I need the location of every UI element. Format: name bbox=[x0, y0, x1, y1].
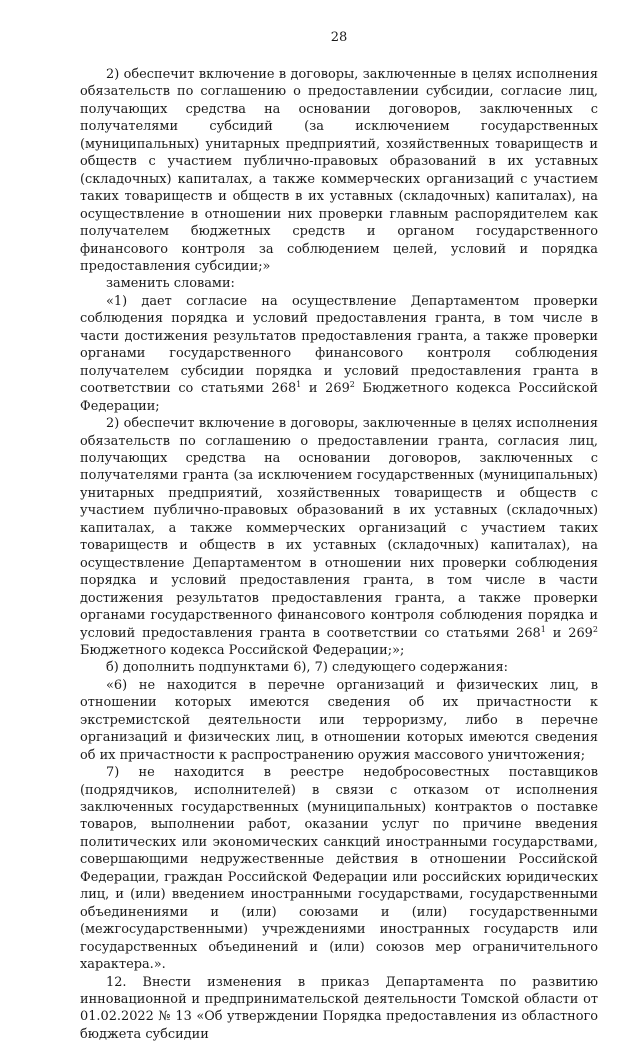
paragraph-replace-with: заменить словами: bbox=[106, 276, 235, 292]
article-superscript: 1 bbox=[540, 624, 546, 634]
paragraph-clause-2-new: 2) обеспечит включение в договоры, заключенные в целях исполнения обязательств по соглашению о предоставлении гранта, согласия лиц, получающих средства на основании договоров, заключенных с получателями гранта (за исключением государственных (муниципальных) унитарных предприятий, хозяйственных товариществ и обществ с участием публично-правовых образований в их уставных (складочных) капиталах, а также коммерческих организаций с участием таких товариществ и обществ в их уставных (складочных) капиталах), на осуществление Департаментом в отношении них проверки соблюдения порядка и условий предоставления гранта, в том числе в части достижения результатов предоставления гранта, а также проверки органами государственного финансового контроля соблюдения порядка и условий предоставления гранта в соответствии со статьями $268^1$ и $269^2$ Бюджетного кодекса Российской Федерации;»; bbox=[80, 416, 598, 658]
article-superscript: 1 bbox=[296, 380, 302, 390]
article-superscript: 2 bbox=[349, 380, 355, 390]
paragraph-subitem-b: б) дополнить подпунктами 6), 7) следующего содержания: bbox=[106, 660, 508, 676]
page-number: 28 bbox=[330, 30, 348, 45]
paragraph-clause-2-old: 2) обеспечит включение в договоры, заключенные в целях исполнения обязательств по соглашению о предоставлении субсидии, согласие лиц, получающих средства на основании договоров, заключенных с получателями субсидий (за исключением государственных (муниципальных) унитарных предприятий, хозяйственных товариществ и обществ с участием публично-правовых образований в их уставных (складочных) капиталах, а также коммерческих организаций с участием таких товариществ и обществ в их уставных (складочных) капиталах), на осуществление в отношении них проверки главным распорядителем как получателем бюджетных средств и органом государственного финансового контроля за соблюдением целей, условий и порядка предоставления субсидии;» bbox=[80, 67, 598, 274]
paragraph-clause-7: 7) не находится в реестре недобросовестных поставщиков (подрядчиков, исполнителей) в связи с отказом от исполнения заключенных государственных (муниципальных) контрактов о поставке товаров, выполнении работ, оказании услуг по причине введения политических или экономических санкций иностранными государствами, совершающими недружественные действия в отношении Российской Федерации, граждан Российской Федерации или российских юридических лиц, и (или) введением иностранными государствами, государственными объединениями и (или) союзами и (или) государственными (межгосударственными) учреждениями иностранных государств или государственных объединений и (или) союзов мер ограничительного характера.». bbox=[80, 765, 598, 973]
paragraph-clause-1-new: «1) дает согласие на осуществление Департаментом проверки соблюдения порядка и условий предоставления гранта, в том числе в части достижения результатов предоставления гранта, а также проверки органами государственного финансового контроля соблюдения получателем субсидии порядка и условий предоставления гранта в соответствии со статьями $268^1$ и $269^2$ Бюджетного кодекса Российской Федерации; bbox=[80, 293, 598, 414]
paragraph-item-12: 12. Внести изменения в приказ Департамента по развитию инновационной и предпринимательской деятельности Томской области от 01.02.2022 № 13 «Об утверждении Порядка предоставления из областного бюджета субсидии bbox=[80, 974, 598, 1042]
article-superscript: 2 bbox=[592, 624, 598, 634]
paragraph-clause-6: «6) не находится в перечне организаций и физических лиц, в отношении которых имеются сведения об их причастности к экстремистской деятельности или терроризму, либо в перечне организаций и физических лиц, в отношении которых имеются сведения об их причастности к распространению оружия массового уничтожения; bbox=[80, 677, 598, 763]
document-body bbox=[80, 66, 598, 1043]
